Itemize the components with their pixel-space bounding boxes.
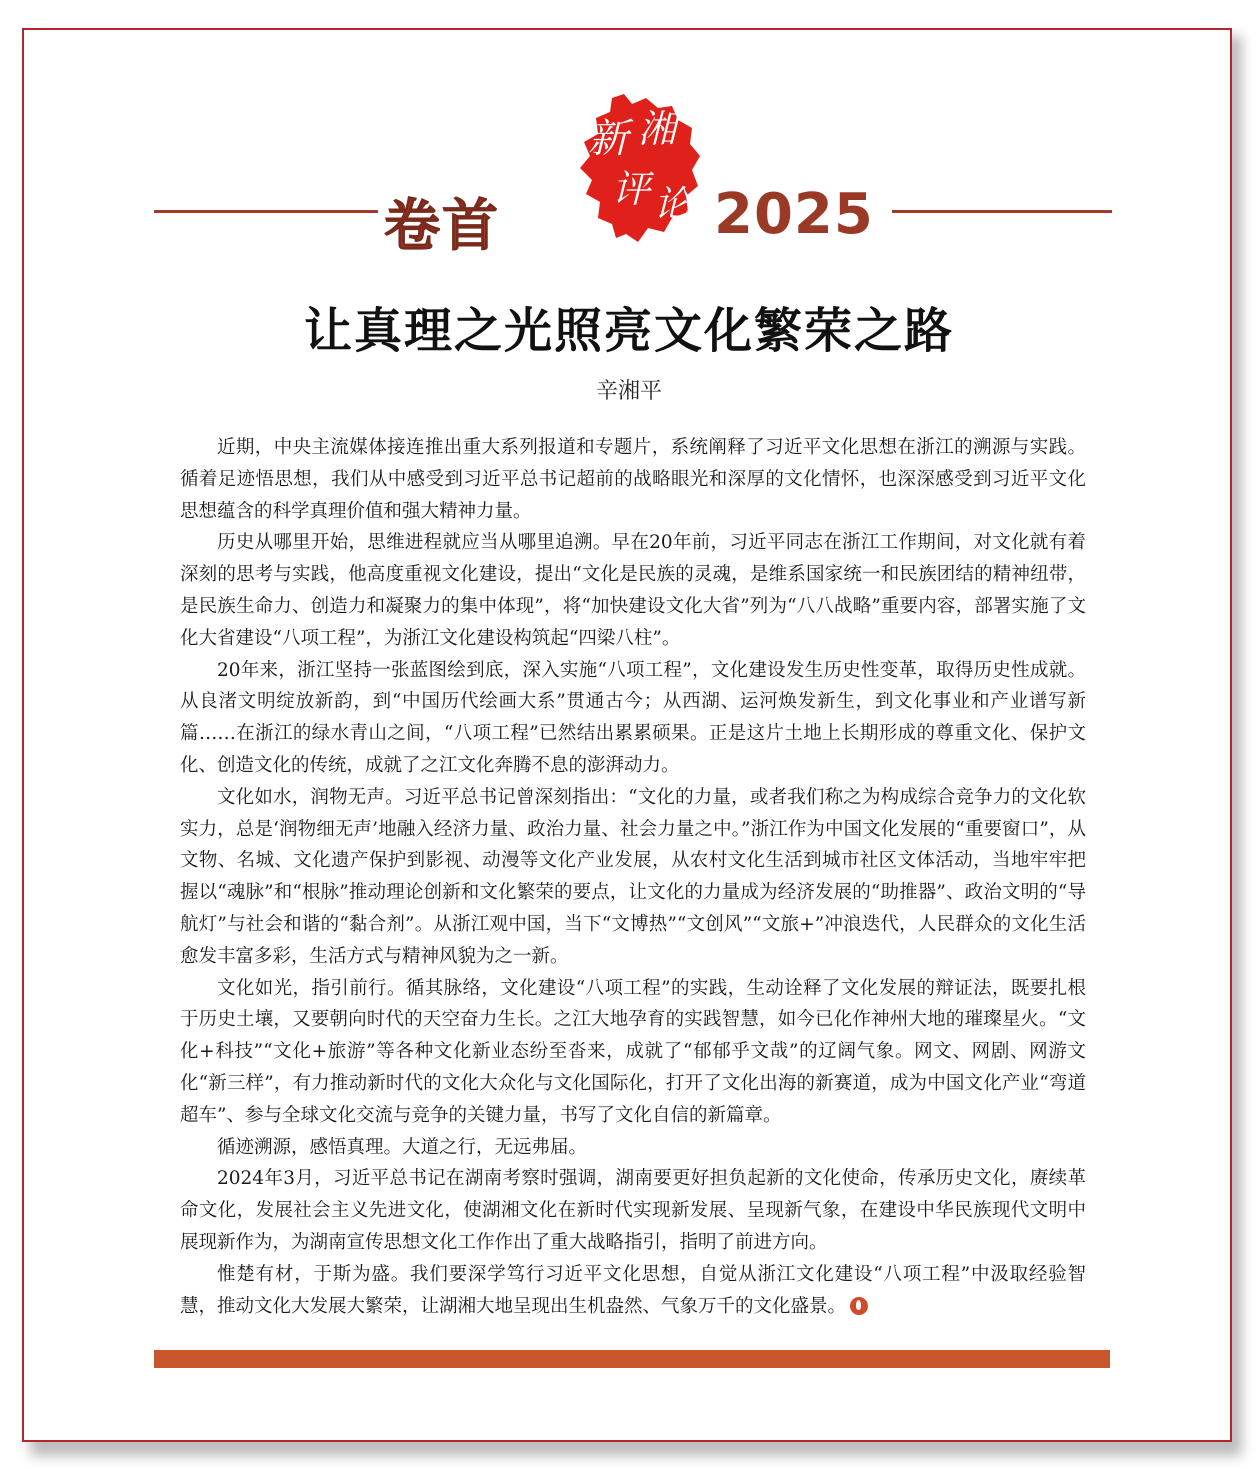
xinxiang-pinglun-logo-icon — [554, 90, 714, 250]
paragraph: 2024年3月，习近平总书记在湖南考察时强调，湖南要更好担负起新的文化使命，传承历史文化，赓续革命文化，发展社会主义先进文化，使湖湘文化在新时代实现新发展、呈现新气象，在建设中华民族现代文明中展现新作为，为湖南宣传思想文化工作作出了重大战略指引，指明了前进方向。 — [180, 1168, 1086, 1253]
paragraph: 文化如水，润物无声。习近平总书记曾深刻指出：“文化的力量，或者我们称之为构成综合竞争力的文化软实力，总是‘润物细无声’地融入经济力量、政治力量、社会力量之中。”浙江作为中国文化发展的“重要窗口”，从文物、名城、文化遗产保护到影视、动漫等文化产业发展，从农村文化生活到城市社区文体活动，当地牢牢把握以“魂脉”和“根脉”推动理论创新和文化繁荣的要点，让文化的力量成为经济发展的“助推器”、政治文明的“导航灯”与社会和谐的“黏合剂”。从浙江观中国，当下“文博热”“文创风”“文旅+”冲浪迭代，人民群众的文化生活愈发丰富多彩，生活方式与精神风貌为之一新。 — [180, 786, 1086, 967]
magazine-end-mark-icon — [850, 1297, 868, 1315]
paragraph-last-text: 惟楚有材，于斯为盛。我们要深学笃行习近平文化思想，自觉从浙江文化建设“八项工程”中汲取经验智慧，推动文化大发展大繁荣，让湖湘大地呈现出生机盎然、气象万千的文化盛景。 — [180, 1263, 1086, 1317]
paragraph: 文化如光，指引前行。循其脉络，文化建设“八项工程”的实践，生动诠释了文化发展的辩证法，既要扎根于历史土壤，又要朝向时代的天空奋力生长。之江大地孕育的实践智慧，如今已化作神州大地的璀璨星火。“文化+科技”“文化+旅游”等各种文化新业态纷至沓来，成就了“郁郁乎文哉”的辽阔气象。网文、网剧、网游文化“新三样”，有力推动新时代的文化大众化与文化国际化，打开了文化出海的新赛道，成为中国文化产业“弯道超车”、参与全球文化交流与竞争的关键力量，书写了文化自信的新篇章。 — [180, 977, 1086, 1126]
logo-char-xin: 新 — [588, 116, 628, 162]
paragraph: 20年来，浙江坚持一张蓝图绘到底，深入实施“八项工程”，文化建设发生历史性变革，取得历史性成就。从良渚文明绽放新韵，到“中国历代绘画大系”贯通古今；从西湖、运河焕发新生，到文化事业和产业谱写新篇……在浙江的绿水青山之间，“八项工程”已然结出累累硕果。正是这片土地上长期形成的尊重文化、保护文化、创造文化的传统，成就了之江文化奔腾不息的澎湃动力。 — [180, 659, 1086, 776]
masthead-rule-right — [892, 210, 1112, 213]
paragraph: 近期，中央主流媒体接连推出重大系列报道和专题片，系统阐释了习近平文化思想在浙江的溯源与实践。循着足迹悟思想，我们从中感受到习近平总书记超前的战略眼光和深厚的文化情怀，也深深感受到习近平文化思想蕴含的科学真理价值和强大精神力量。 — [180, 437, 1086, 522]
magazine-page — [22, 28, 1232, 1442]
article-title: 让真理之光照亮文化繁荣之路 — [303, 303, 954, 359]
svg-text:论: 论 — [654, 184, 691, 225]
article-author: 辛湘平 — [595, 379, 662, 404]
paragraph-last — [180, 1259, 1086, 1323]
paragraph: 历史从哪里开始，思维进程就应当从哪里追溯。早在20年前，习近平同志在浙江工作期间，对文化就有着深刻的思考与实践，他高度重视文化建设，提出“文化是民族的灵魂，是维系国家统一和民族团结的精神纽带，是民族生命力、创造力和凝聚力的集中体现”，将“加快建设文化大省”列为“八八战略”重要内容，部署实施了文化大省建设“八项工程”，为浙江文化建设构筑起“四梁八柱”。 — [180, 532, 1086, 649]
bottom-bar — [154, 1350, 1110, 1368]
column-label: 卷首 — [384, 194, 500, 259]
svg-text:湘: 湘 — [638, 107, 677, 151]
article-body — [180, 432, 1086, 1322]
masthead — [154, 90, 1112, 270]
svg-text:评: 评 — [612, 167, 651, 211]
paragraph: 循迹溯源，感悟真理。大道之行，无远弗届。 — [217, 1136, 588, 1158]
masthead-rule-left — [154, 210, 378, 213]
issue-year: 2025 — [714, 182, 874, 247]
